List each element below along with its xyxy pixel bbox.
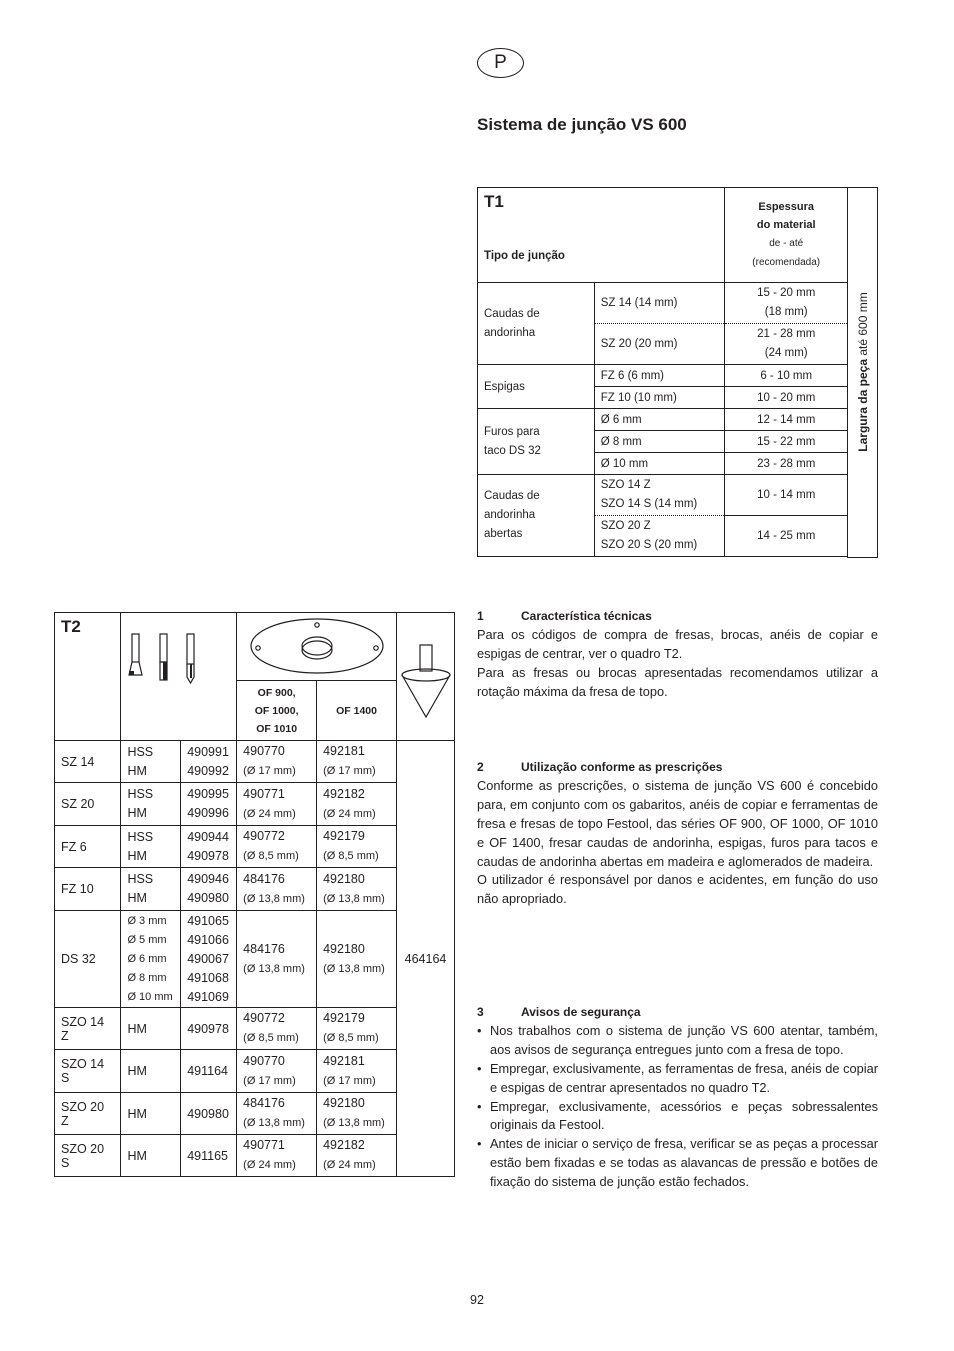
t2-codes: 490944 490978 <box>181 826 237 868</box>
t2-row-name: SZO 14 Z <box>55 1008 121 1050</box>
t2-of900: 490770 (Ø 17 mm) <box>237 741 317 783</box>
joint-type-cell: SZO 14 Z SZO 14 S (14 mm) <box>594 475 725 516</box>
list-item: • Empregar, exclusivamente, as ferramentas de fresa, anéis de copiar e espigas de centrar apresentados no quadro T2. <box>477 1060 878 1098</box>
joint-type-cell: SZ 20 (20 mm) <box>594 324 725 365</box>
joint-type-cell: SZ 14 (14 mm) <box>594 283 725 324</box>
joint-group-name: Caudas de andorinha abertas <box>478 475 595 557</box>
joint-type-cell: Ø 6 mm <box>594 409 725 431</box>
t2-row-name: SZ 14 <box>55 741 121 783</box>
joint-type-cell: FZ 6 (6 mm) <box>594 365 725 387</box>
thickness-range-cell: 14 - 25 mm <box>725 516 848 557</box>
section-heading: 3 Avisos de segurança <box>477 1005 641 1019</box>
thickness-range-cell: 6 - 10 mm <box>725 365 848 387</box>
list-item: • Empregar, exclusivamente, acessórios e peças sobressalentes originais da Festool. <box>477 1098 878 1136</box>
router-bits-icon <box>127 631 217 686</box>
t1-label: T1 <box>484 192 504 211</box>
t2-codes: 490991 490992 <box>181 741 237 783</box>
t2-of1400: 492180 (Ø 13,8 mm) <box>317 868 397 911</box>
t2-of1400: 492180 (Ø 13,8 mm) <box>317 911 397 1008</box>
t2-of900: 490771 (Ø 24 mm) <box>237 1135 317 1177</box>
workpiece-width-label: Largura da peça até 600 mm <box>855 292 870 452</box>
section-heading: 2 Utilização conforme as prescrições <box>477 760 723 774</box>
t2-of1400: 492181 (Ø 17 mm) <box>317 1050 397 1093</box>
t2-of1400: 492181 (Ø 17 mm) <box>317 741 397 783</box>
t2-row-name: SZ 20 <box>55 783 121 826</box>
centering-pin-code: 464164 <box>397 741 455 1177</box>
copy-ring-illustration <box>237 613 397 681</box>
t2-row-name: DS 32 <box>55 911 121 1008</box>
section-technical <box>477 607 878 702</box>
joint-group-name: Furos para taco DS 32 <box>478 409 595 475</box>
t2-material: HM <box>121 1135 181 1177</box>
workpiece-width-cell <box>848 188 878 558</box>
joint-type-cell: FZ 10 (10 mm) <box>594 387 725 409</box>
t2-material: HM <box>121 1008 181 1050</box>
t2-of900: 484176 (Ø 13,8 mm) <box>237 1093 317 1135</box>
t2-row-name: SZO 14 S <box>55 1050 121 1093</box>
t2-material: Ø 3 mm Ø 5 mm Ø 6 mm Ø 8 mm Ø 10 mm <box>121 911 181 1008</box>
joint-type-cell: SZO 20 Z SZO 20 S (20 mm) <box>594 516 725 557</box>
section-heading: 1 Característica técnicas <box>477 609 652 623</box>
t2-of900: 490772 (Ø 8,5 mm) <box>237 1008 317 1050</box>
section-paragraph: Para as fresas ou brocas apresentadas recomendamos utilizar a rotação máxima da fresa de topo. <box>477 664 878 699</box>
t2-label: T2 <box>55 613 121 741</box>
t2-material: HSS HM <box>121 826 181 868</box>
of900-header: OF 900, OF 1000, OF 1010 <box>237 681 317 741</box>
section-paragraph: Conforme as prescrições, o sistema de junção VS 600 é concebido para, em conjunto com os gabaritos, anéis de copiar e ferramentas de fresa e fresas de topo Festool, das séries OF 900, OF 1000, OF 1010 e OF 1400, fresar caudas de andorinha, espigas, furos para tacos e caudas de andorinha abertas em madeira e aglomerados de madeira. <box>477 777 878 869</box>
t2-row-name: SZO 20 Z <box>55 1093 121 1135</box>
thickness-range-cell: 10 - 20 mm <box>725 387 848 409</box>
centering-pin-icon <box>399 625 453 725</box>
t2-of1400: 492182 (Ø 24 mm) <box>317 783 397 826</box>
table-t1 <box>477 187 878 558</box>
t2-codes: 491065 491066 490067 491068 491069 <box>181 911 237 1008</box>
t2-of1400: 492180 (Ø 13,8 mm) <box>317 1093 397 1135</box>
material-header-line2: do material <box>756 219 816 231</box>
t2-of1400: 492179 (Ø 8,5 mm) <box>317 826 397 868</box>
section-intended-use <box>477 758 878 909</box>
of1400-header: OF 1400 <box>317 681 397 741</box>
t2-material: HM <box>121 1050 181 1093</box>
t2-row-name: SZO 20 S <box>55 1135 121 1177</box>
t2-material: HSS HM <box>121 741 181 783</box>
t2-of900: 484176 (Ø 13,8 mm) <box>237 868 317 911</box>
router-bits-illustration <box>121 613 237 741</box>
table-t2 <box>54 612 455 1177</box>
language-badge: P <box>477 48 524 78</box>
joint-type-cell: Ø 8 mm <box>594 431 725 453</box>
thickness-range-cell: 15 - 20 mm (18 mm) <box>725 283 848 324</box>
thickness-range-cell: 23 - 28 mm <box>725 453 848 475</box>
section-paragraph: Para os códigos de compra de fresas, brocas, anéis de copiar e espigas de centrar, ver o quadro T2. <box>477 626 878 661</box>
thickness-range-cell: 10 - 14 mm <box>725 475 848 516</box>
t2-material: HM <box>121 1093 181 1135</box>
t2-codes: 491165 <box>181 1135 237 1177</box>
t1-header-cell <box>478 188 725 283</box>
t2-of1400: 492182 (Ø 24 mm) <box>317 1135 397 1177</box>
t2-material: HSS HM <box>121 868 181 911</box>
page-number: 92 <box>470 1293 484 1307</box>
t2-row-name: FZ 6 <box>55 826 121 868</box>
material-header-line3: de - até <box>769 238 804 249</box>
t2-material: HSS HM <box>121 783 181 826</box>
list-item: • Antes de iniciar o serviço de fresa, verificar se as peças a processar estão bem fixadas e se todas as alavancas de pressão e botões de fixação do sistema de junção estão fechados. <box>477 1135 878 1192</box>
copy-ring-icon <box>247 614 387 676</box>
t2-codes: 490946 490980 <box>181 868 237 911</box>
t2-of900: 490772 (Ø 8,5 mm) <box>237 826 317 868</box>
thickness-range-cell: 12 - 14 mm <box>725 409 848 431</box>
t2-codes: 491164 <box>181 1050 237 1093</box>
material-header-line4: (recomendada) <box>752 257 821 268</box>
joint-group-name: Caudas de andorinha <box>478 283 595 365</box>
t2-of900: 490771 (Ø 24 mm) <box>237 783 317 826</box>
material-thickness-header <box>725 188 848 283</box>
material-header-line1: Espessura <box>758 201 815 213</box>
t2-codes: 490995 490996 <box>181 783 237 826</box>
section-safety <box>477 1003 878 1192</box>
t2-codes: 490980 <box>181 1093 237 1135</box>
t2-of1400: 492179 (Ø 8,5 mm) <box>317 1008 397 1050</box>
t2-row-name: FZ 10 <box>55 868 121 911</box>
joint-group-name: Espigas <box>478 365 595 409</box>
page-title: Sistema de junção VS 600 <box>477 115 687 134</box>
t2-of900: 484176 (Ø 13,8 mm) <box>237 911 317 1008</box>
joint-type-cell: Ø 10 mm <box>594 453 725 475</box>
t2-codes: 490978 <box>181 1008 237 1050</box>
joint-type-header: Tipo de junção <box>484 250 565 262</box>
safety-list <box>477 1022 878 1192</box>
thickness-range-cell: 21 - 28 mm (24 mm) <box>725 324 848 365</box>
t2-of900: 490770 (Ø 17 mm) <box>237 1050 317 1093</box>
thickness-range-cell: 15 - 22 mm <box>725 431 848 453</box>
list-item: • Nos trabalhos com o sistema de junção VS 600 atentar, também, aos avisos de segurança entregues junto com a fresa de topo. <box>477 1022 878 1060</box>
section-paragraph: O utilizador é responsável por danos e acidentes, em função do uso não apropriado. <box>477 872 878 907</box>
centering-pin-illustration <box>397 613 455 741</box>
